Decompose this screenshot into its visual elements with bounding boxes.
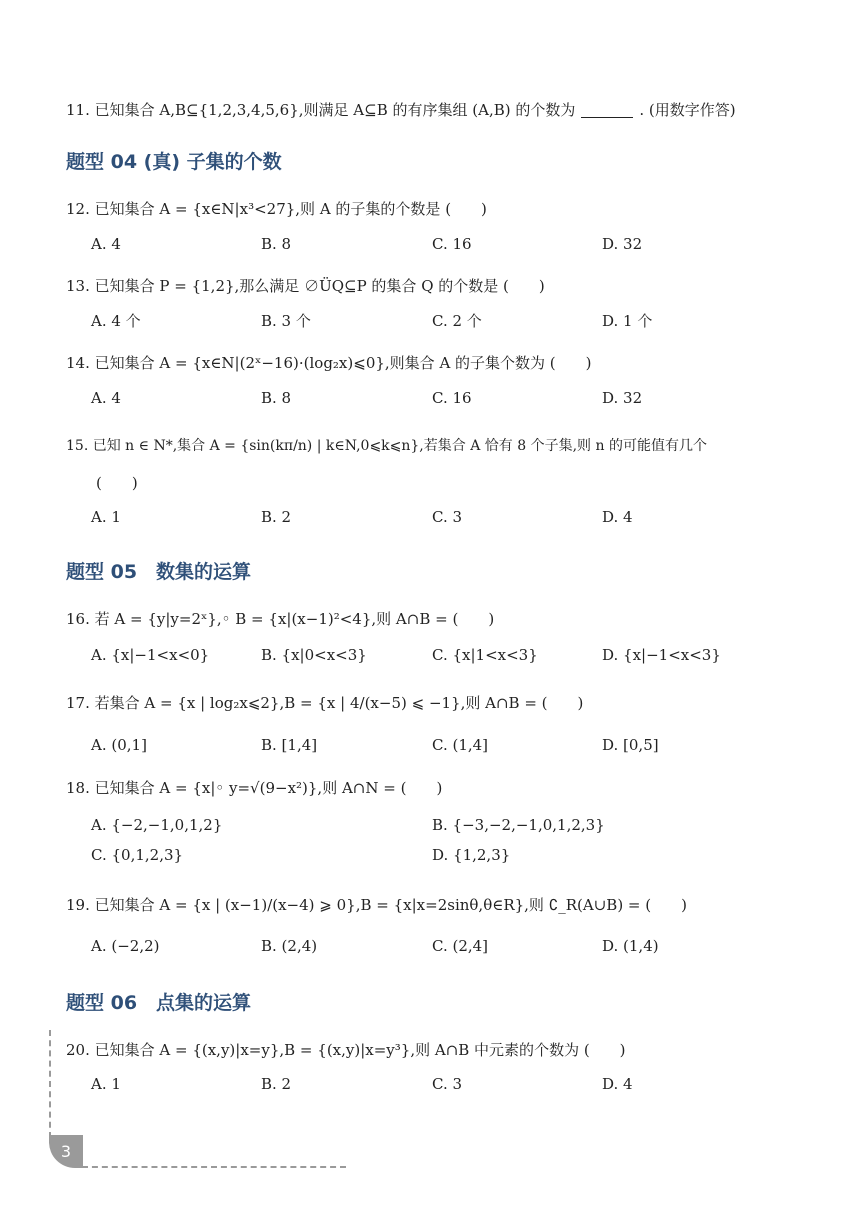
q14-option-a[interactable]: A. 4	[91, 389, 121, 407]
section-heading-04: 题型 04 (真) 子集的个数	[66, 151, 282, 173]
question-20: 20. 已知集合 A = {(x,y)|x=y},B = {(x,y)|x=y³},则 A∩B 中元素的个数为 ( )	[66, 1041, 626, 1059]
q19-option-b[interactable]: B. (2,4)	[261, 937, 318, 955]
q15-option-d[interactable]: D. 4	[602, 508, 633, 526]
q20-option-a[interactable]: A. 1	[91, 1075, 121, 1093]
question-14: 14. 已知集合 A = {x∈N|(2ˣ−16)·(log₂x)⩽0},则集合 A 的子集个数为 ( )	[66, 354, 592, 372]
question-15-bracket: ( )	[96, 474, 138, 492]
question-11-text: 11. 已知集合 A,B⊆{1,2,3,4,5,6},则满足 A⊆B 的有序集组 (A,B) 的个数为	[66, 101, 576, 119]
q20-option-d[interactable]: D. 4	[602, 1075, 633, 1093]
question-18: 18. 已知集合 A = {x|◦ y=√(9−x²)},则 A∩N = ( )	[66, 779, 443, 797]
answer-blank[interactable]	[581, 103, 633, 118]
q12-option-c[interactable]: C. 16	[432, 235, 472, 253]
question-16: 16. 若 A = {y|y=2ˣ},◦ B = {x|(x−1)²<4},则 A∩B = ( )	[66, 610, 495, 628]
question-13: 13. 已知集合 P = {1,2},那么满足 ∅ÜQ⊆P 的集合 Q 的个数是 ( )	[66, 277, 545, 295]
q14-option-c[interactable]: C. 16	[432, 389, 472, 407]
section-heading-06: 题型 06 点集的运算	[66, 992, 252, 1014]
q18-option-b[interactable]: B. {−3,−2,−1,0,1,2,3}	[432, 816, 605, 834]
q12-option-a[interactable]: A. 4	[91, 235, 121, 253]
q16-option-c[interactable]: C. {x|1<x<3}	[432, 646, 538, 664]
q16-option-a[interactable]: A. {x|−1<x<0}	[91, 646, 210, 664]
q13-option-a[interactable]: A. 4 个	[91, 312, 141, 330]
q12-option-d[interactable]: D. 32	[602, 235, 643, 253]
q15-option-a[interactable]: A. 1	[91, 508, 121, 526]
q17-option-d[interactable]: D. [0,5]	[602, 736, 659, 754]
q13-option-c[interactable]: C. 2 个	[432, 312, 482, 330]
question-15: 15. 已知 n ∈ N*,集合 A = {sin(kπ/n) | k∈N,0⩽k⩽n},若集合 A 恰有 8 个子集,则 n 的可能值有几个	[66, 438, 707, 454]
q20-option-b[interactable]: B. 2	[261, 1075, 292, 1093]
q19-option-a[interactable]: A. (−2,2)	[91, 937, 160, 955]
page-border-horizontal	[82, 1166, 346, 1168]
q15-option-c[interactable]: C. 3	[432, 508, 463, 526]
q18-option-c[interactable]: C. {0,1,2,3}	[91, 846, 184, 864]
q17-option-c[interactable]: C. (1,4]	[432, 736, 489, 754]
q13-option-b[interactable]: B. 3 个	[261, 312, 311, 330]
question-11	[66, 100, 736, 120]
q20-option-c[interactable]: C. 3	[432, 1075, 463, 1093]
q17-option-a[interactable]: A. (0,1]	[91, 736, 147, 754]
q19-option-c[interactable]: C. (2,4]	[432, 937, 489, 955]
section-heading-05: 题型 05 数集的运算	[66, 561, 252, 583]
q17-option-b[interactable]: B. [1,4]	[261, 736, 318, 754]
question-19: 19. 已知集合 A = {x | (x−1)/(x−4) ⩾ 0},B = {x|x=2sinθ,θ∈R},则 ∁_R(A∪B) = ( )	[66, 896, 687, 914]
q15-option-b[interactable]: B. 2	[261, 508, 292, 526]
q16-option-d[interactable]: D. {x|−1<x<3}	[602, 646, 721, 664]
question-12: 12. 已知集合 A = {x∈N|x³<27},则 A 的子集的个数是 ( )	[66, 200, 487, 218]
q13-option-d[interactable]: D. 1 个	[602, 312, 653, 330]
question-17: 17. 若集合 A = {x | log₂x⩽2},B = {x | 4/(x−5) ⩽ −1},则 A∩B = ( )	[66, 694, 584, 712]
page-border-vertical	[49, 1030, 51, 1138]
q12-option-b[interactable]: B. 8	[261, 235, 292, 253]
question-11-tail: . (用数字作答)	[639, 101, 736, 119]
q18-option-d[interactable]: D. {1,2,3}	[432, 846, 511, 864]
q18-option-a[interactable]: A. {−2,−1,0,1,2}	[91, 816, 223, 834]
q14-option-b[interactable]: B. 8	[261, 389, 292, 407]
q19-option-d[interactable]: D. (1,4)	[602, 937, 659, 955]
q16-option-b[interactable]: B. {x|0<x<3}	[261, 646, 367, 664]
page-number: 3	[49, 1135, 83, 1168]
q14-option-d[interactable]: D. 32	[602, 389, 643, 407]
